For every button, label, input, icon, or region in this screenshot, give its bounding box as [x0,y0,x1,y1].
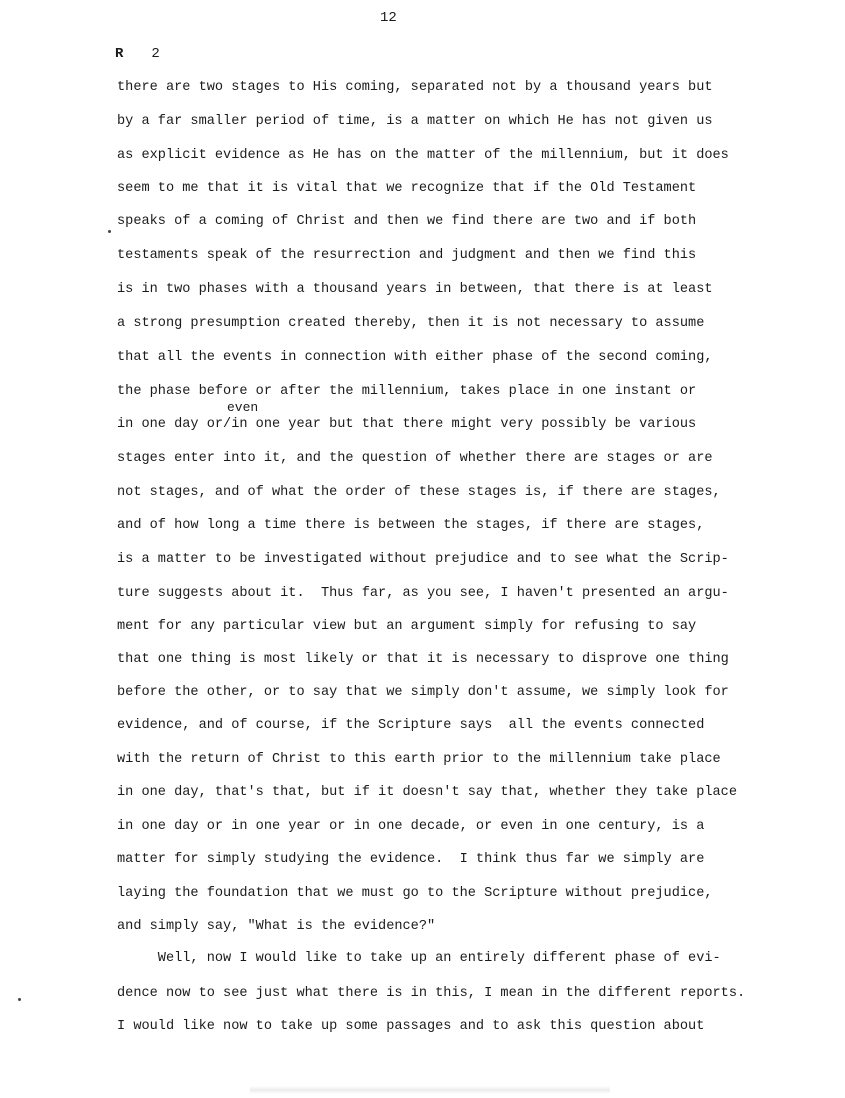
text-line: a strong presumption created thereby, then it is not necessary to assume [117,316,705,331]
text-line: ture suggests about it. Thus far, as you see, I haven't presented an argu- [117,586,729,601]
text-line: there are two stages to His coming, separated not by a thousand years but [117,80,713,95]
text-line: is in two phases with a thousand years in between, that there is at least [117,282,713,297]
text-line: the phase before or after the millennium, takes place in one instant or [117,384,697,399]
margin-speck [18,998,21,1001]
text-line: laying the foundation that we must go to the Scripture without prejudice, [117,886,713,901]
text-line: in one day or/in one year but that there might very possibly be various [117,417,697,432]
text-line: and of how long a time there is between the stages, if there are stages, [117,518,705,533]
text-line: in one day, that's that, but if it doesn't say that, whether they take place [117,785,737,800]
text-line: testaments speak of the resurrection and judgment and then we find this [117,248,697,263]
text-line: dence now to see just what there is in this, I mean in the different reports. [117,986,746,1001]
text-line: speaks of a coming of Christ and then we find there are two and if both [117,214,697,229]
text-line: as explicit evidence as He has on the matter of the millennium, but it does [117,148,729,163]
text-line: that one thing is most likely or that it is necessary to disprove one thing [117,652,729,667]
section-letter: R [115,46,124,62]
text-line: by a far smaller period of time, is a matter on which He has not given us [117,114,713,129]
page-number: 12 [380,10,397,26]
text-line: and simply say, "What is the evidence?" [117,919,436,934]
text-line: seem to me that it is vital that we recognize that if the Old Testament [117,181,697,196]
text-line: evidence, and of course, if the Scripture says all the events connected [117,718,705,733]
text-line: that all the events in connection with either phase of the second coming, [117,350,713,365]
text-line: I would like now to take up some passages and to ask this question about [117,1019,705,1034]
text-line: in one day or in one year or in one decade, or even in one century, is a [117,819,705,834]
text-line: ment for any particular view but an argument simply for refusing to say [117,619,697,634]
handwritten-insertion: even [227,400,259,415]
scan-smudge [250,1086,610,1094]
section-number: 2 [151,46,160,62]
text-line: is a matter to be investigated without prejudice and to see what the Scrip- [117,552,729,567]
text-line: before the other, or to say that we simply don't assume, we simply look for [117,685,729,700]
text-line: stages enter into it, and the question of whether there are stages or are [117,451,713,466]
text-line: not stages, and of what the order of these stages is, if there are stages, [117,485,721,500]
section-marker [115,46,160,62]
text-line: with the return of Christ to this earth prior to the millennium take place [117,752,721,767]
margin-speck [108,230,111,233]
text-line: Well, now I would like to take up an entirely different phase of evi- [117,951,721,966]
text-line: matter for simply studying the evidence. I think thus far we simply are [117,852,705,867]
